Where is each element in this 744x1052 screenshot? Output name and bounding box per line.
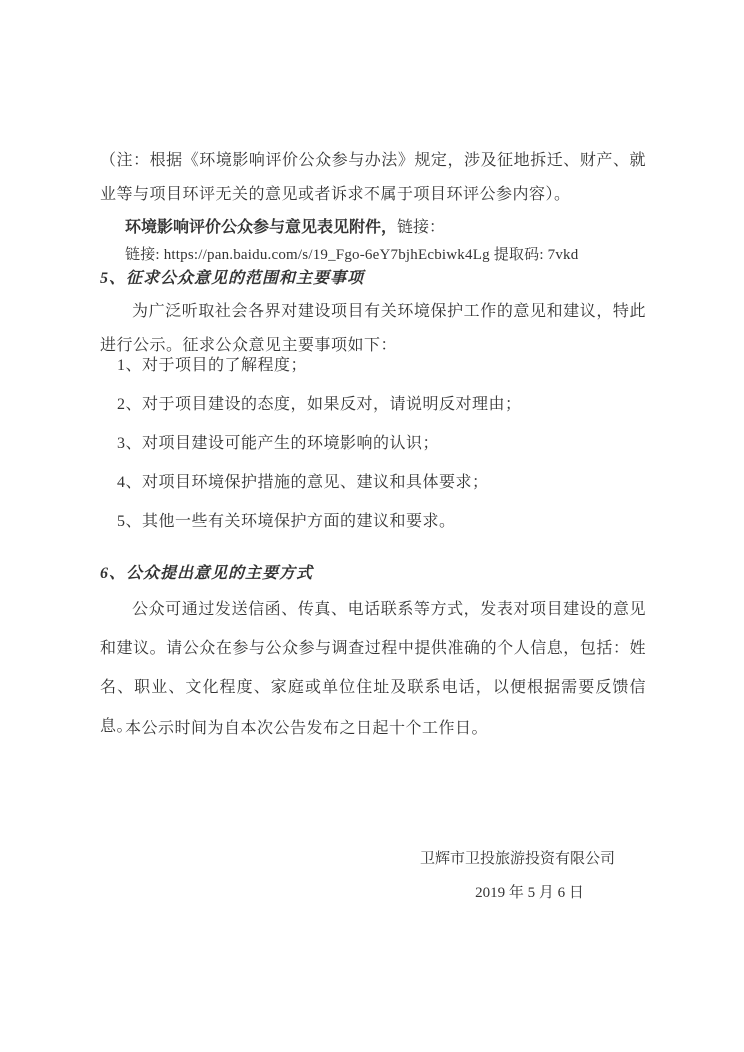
section5-heading: 5、征求公众意见的范围和主要事项 (100, 270, 365, 287)
signature-block (400, 845, 635, 907)
opinion-list (100, 346, 663, 541)
extraction-code-value: 7vkd (547, 247, 579, 263)
link-url: https://pan.baidu.com/s/19_Fgo-6eY7bjhEcbiwk4Lg (163, 247, 490, 263)
attachment-line (100, 214, 671, 242)
attachment-bold-text: 环境影响评价公众参与意见表见附件， (125, 219, 398, 236)
link-label: 链接: (125, 247, 160, 263)
list-item: 3、对项目建设可能产生的环境影响的认识； (117, 435, 440, 452)
list-item: 5、其他一些有关环境保护方面的建议和要求。 (117, 513, 456, 530)
notice-duration-paragraph: 本公示时间为自本次公告发布之日起十个工作日。 (125, 720, 489, 737)
extraction-code-label: 提取码: (493, 247, 544, 263)
list-item: 4、对项目环境保护措施的意见、建议和具体要求； (117, 474, 489, 491)
list-item: 2、对于项目建设的态度，如果反对，请说明反对理由； (117, 396, 522, 413)
section6-body-paragraph: 公众可通过发送信函、传真、电话联系等方式，发表对项目建设的意见和建议。请公众在参与公众参与调查过程中提供准确的个人信息，包括：姓名、职业、文化程度、家庭或单位住址及联系电话，以便根据需要反馈信息。 (100, 601, 646, 735)
section6-heading: 6、公众提出意见的主要方式 (100, 565, 314, 582)
note-paragraph: （注：根据《环境影响评价公众参与办法》规定，涉及征地拆迁、财产、就业等与项目环评无关的意见或者诉求不属于项目环评公参内容）。 (100, 152, 646, 203)
signature-date: 2019 年 5 月 6 日 (475, 885, 584, 901)
attachment-suffix: 链接： (397, 219, 446, 236)
section5-intro-paragraph: 为广泛听取社会各界对建设项目有关环境保护工作的意见和建议，特此进行公示。征求公众意见主要事项如下： (100, 303, 646, 354)
list-item: 1、对于项目的了解程度； (117, 357, 308, 374)
signature-company-name: 卫辉市卫投旅游投资有限公司 (419, 851, 615, 867)
